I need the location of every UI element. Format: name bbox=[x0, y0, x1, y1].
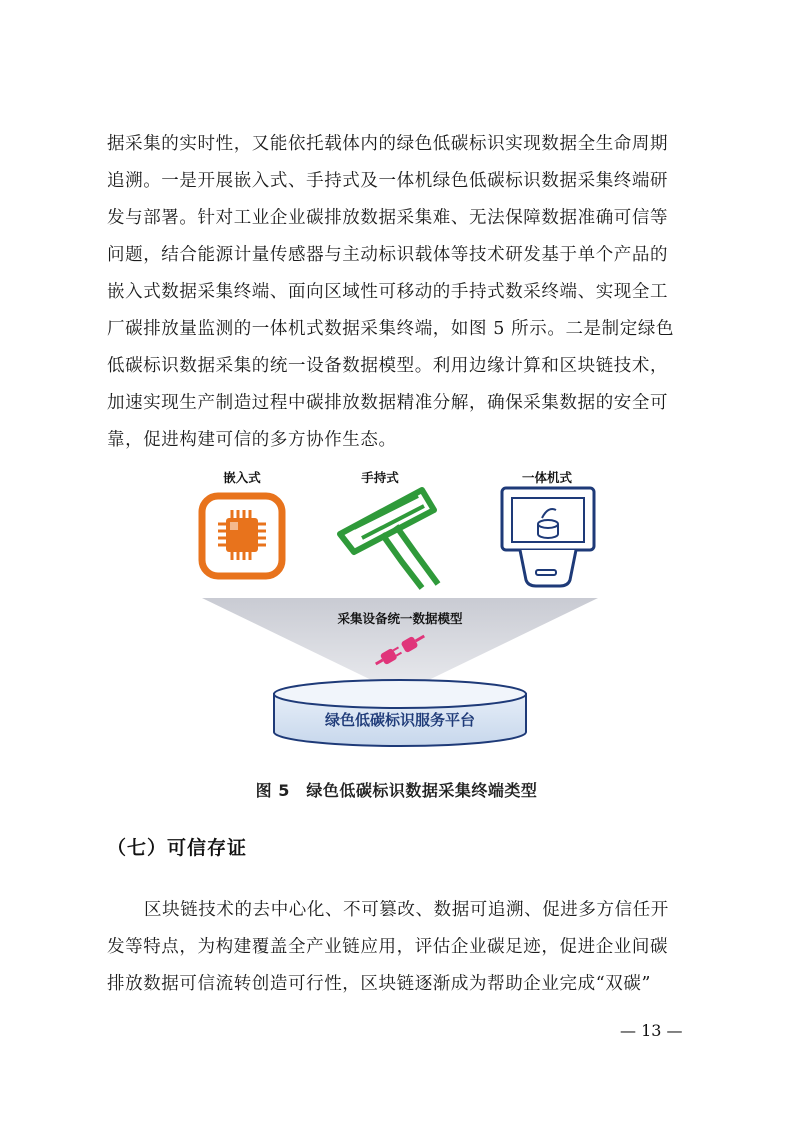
text-line: 厂碳排放量监测的一体机式数据采集终端，如图 5 所示。二是制定绿色 bbox=[107, 319, 675, 339]
text-line: 排放数据可信流转创造可行性，区块链逐渐成为帮助企业完成“双碳” bbox=[107, 974, 651, 994]
chip-icon bbox=[202, 496, 282, 576]
label-all-in-one: 一体机式 bbox=[521, 470, 572, 485]
text-line: 问题，结合能源计量传感器与主动标识载体等技术研发基于单个产品的 bbox=[107, 245, 669, 265]
text-line: 发与部署。针对工业企业碳排放数据采集难、无法保障数据准确可信等 bbox=[107, 208, 669, 228]
terminal-kiosk-icon bbox=[502, 488, 594, 586]
figure-5 bbox=[190, 462, 610, 752]
text-line: 加速实现生产制造过程中碳排放数据精准分解，确保采集数据的安全可 bbox=[107, 393, 669, 413]
text-line: 发等特点，为构建覆盖全产业链应用，评估企业碳足迹，促进企业间碳 bbox=[107, 937, 669, 957]
label-handheld: 手持式 bbox=[361, 470, 399, 485]
text-line: 区块链技术的去中心化、不可篡改、数据可追溯、促进多方信任开 bbox=[144, 900, 669, 920]
handheld-scanner-icon bbox=[340, 490, 438, 588]
body-paragraph-1 bbox=[107, 126, 687, 459]
text-line: 嵌入式数据采集终端、面向区域性可移动的手持式数采终端、实现全工 bbox=[107, 282, 669, 302]
text-line: 低碳标识数据采集的统一设备数据模型。利用边缘计算和区块链技术， bbox=[107, 356, 669, 376]
text-line: 追溯。一是开展嵌入式、手持式及一体机绿色低碳标识数据采集终端研 bbox=[107, 171, 669, 191]
section-heading: （七）可信存证 bbox=[107, 837, 248, 859]
text-line: 据采集的实时性，又能依托载体内的绿色低碳标识实现数据全生命周期 bbox=[107, 134, 669, 154]
label-embedded: 嵌入式 bbox=[223, 470, 261, 485]
label-unified-model: 采集设备统一数据模型 bbox=[337, 611, 463, 626]
text-line: 靠，促进构建可信的多方协作生态。 bbox=[107, 430, 397, 450]
body-paragraph-2 bbox=[107, 892, 687, 1003]
figure-caption: 图 5 绿色低碳标识数据采集终端类型 bbox=[255, 781, 538, 800]
page-number: — 13 — bbox=[620, 1021, 683, 1040]
label-platform: 绿色低碳标识服务平台 bbox=[324, 711, 475, 729]
